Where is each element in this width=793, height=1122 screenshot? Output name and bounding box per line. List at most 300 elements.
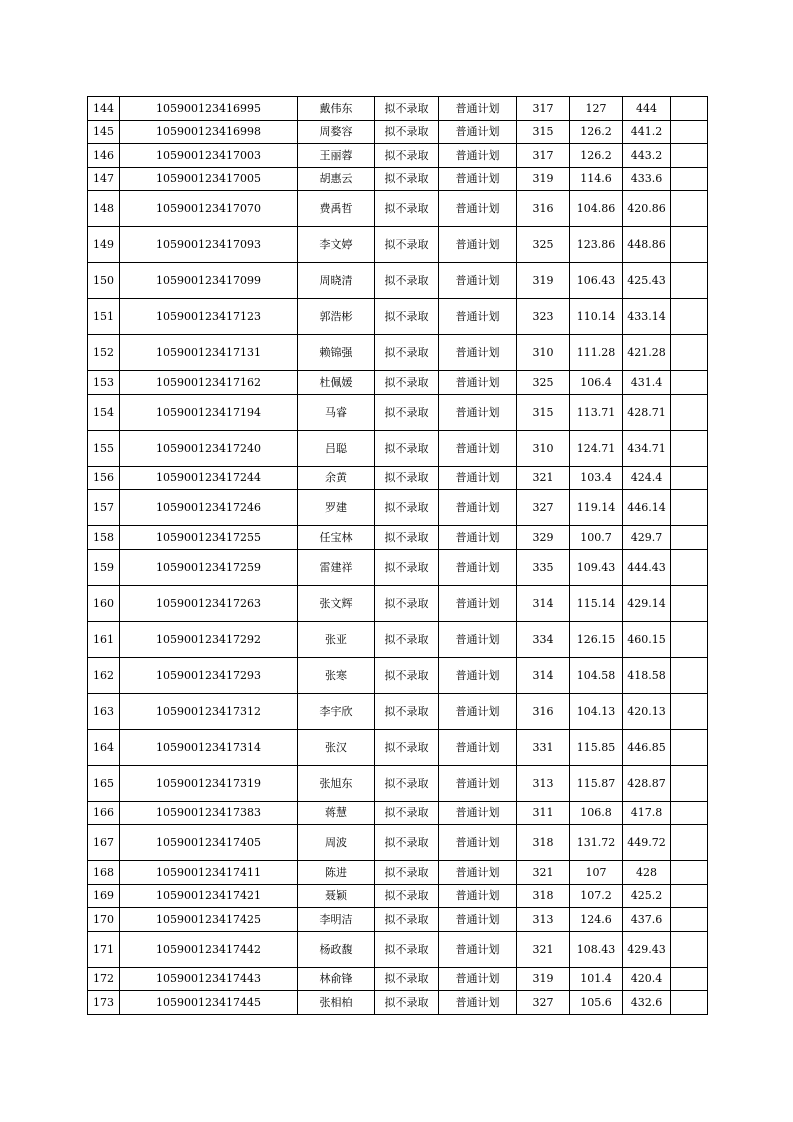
candidate-name-cell: 吕聪 <box>298 430 375 466</box>
table-row <box>88 191 708 227</box>
plan-type-cell: 普通计划 <box>439 144 517 168</box>
admission-status-cell: 拟不录取 <box>375 765 439 801</box>
admission-status-cell: 拟不录取 <box>375 657 439 693</box>
preliminary-score-cell: 316 <box>517 693 570 729</box>
candidate-name-cell: 林俞锋 <box>298 967 375 991</box>
table-row <box>88 394 708 430</box>
retest-score-cell: 111.28 <box>570 335 623 371</box>
preliminary-score-cell: 313 <box>517 765 570 801</box>
preliminary-score-cell: 315 <box>517 120 570 144</box>
preliminary-score-cell: 335 <box>517 549 570 585</box>
retest-score-cell: 119.14 <box>570 490 623 526</box>
candidate-name-cell: 周波 <box>298 825 375 861</box>
preliminary-score-cell: 329 <box>517 526 570 550</box>
candidate-name-cell: 张亚 <box>298 621 375 657</box>
preliminary-score-cell: 327 <box>517 490 570 526</box>
plan-type-cell: 普通计划 <box>439 394 517 430</box>
plan-type-cell: 普通计划 <box>439 693 517 729</box>
total-score-cell: 417.8 <box>623 801 671 825</box>
retest-score-cell: 104.86 <box>570 191 623 227</box>
plan-type-cell: 普通计划 <box>439 657 517 693</box>
plan-type-cell: 普通计划 <box>439 585 517 621</box>
total-score-cell: 446.85 <box>623 729 671 765</box>
table-row <box>88 765 708 801</box>
table-row <box>88 861 708 885</box>
retest-score-cell: 108.43 <box>570 931 623 967</box>
plan-type-cell: 普通计划 <box>439 621 517 657</box>
table-row <box>88 801 708 825</box>
candidate-name-cell: 张寒 <box>298 657 375 693</box>
retest-score-cell: 106.43 <box>570 263 623 299</box>
table-row <box>88 144 708 168</box>
total-score-cell: 424.4 <box>623 466 671 490</box>
remark-cell <box>671 931 708 967</box>
retest-score-cell: 115.87 <box>570 765 623 801</box>
exam-id-cell: 105900123417312 <box>120 693 298 729</box>
preliminary-score-cell: 325 <box>517 227 570 263</box>
remark-cell <box>671 621 708 657</box>
admission-status-cell: 拟不录取 <box>375 371 439 395</box>
candidate-name-cell: 费禹哲 <box>298 191 375 227</box>
candidate-name-cell: 马睿 <box>298 394 375 430</box>
table-row <box>88 371 708 395</box>
plan-type-cell: 普通计划 <box>439 299 517 335</box>
preliminary-score-cell: 317 <box>517 144 570 168</box>
preliminary-score-cell: 319 <box>517 167 570 191</box>
table-row <box>88 227 708 263</box>
candidate-name-cell: 周婺容 <box>298 120 375 144</box>
admission-status-cell: 拟不录取 <box>375 801 439 825</box>
candidate-name-cell: 张汉 <box>298 729 375 765</box>
candidate-name-cell: 任宝林 <box>298 526 375 550</box>
plan-type-cell: 普通计划 <box>439 371 517 395</box>
row-number-cell: 158 <box>88 526 120 550</box>
retest-score-cell: 105.6 <box>570 991 623 1015</box>
total-score-cell: 418.58 <box>623 657 671 693</box>
row-number-cell: 145 <box>88 120 120 144</box>
table-row <box>88 263 708 299</box>
row-number-cell: 159 <box>88 549 120 585</box>
preliminary-score-cell: 319 <box>517 967 570 991</box>
admission-status-cell: 拟不录取 <box>375 991 439 1015</box>
remark-cell <box>671 729 708 765</box>
total-score-cell: 429.43 <box>623 931 671 967</box>
plan-type-cell: 普通计划 <box>439 97 517 121</box>
exam-id-cell: 105900123417005 <box>120 167 298 191</box>
row-number-cell: 144 <box>88 97 120 121</box>
row-number-cell: 170 <box>88 908 120 932</box>
exam-id-cell: 105900123417314 <box>120 729 298 765</box>
remark-cell <box>671 335 708 371</box>
plan-type-cell: 普通计划 <box>439 335 517 371</box>
total-score-cell: 431.4 <box>623 371 671 395</box>
retest-score-cell: 104.13 <box>570 693 623 729</box>
remark-cell <box>671 657 708 693</box>
table-row <box>88 466 708 490</box>
preliminary-score-cell: 318 <box>517 884 570 908</box>
remark-cell <box>671 693 708 729</box>
preliminary-score-cell: 311 <box>517 801 570 825</box>
remark-cell <box>671 394 708 430</box>
table-row <box>88 967 708 991</box>
table-row <box>88 991 708 1015</box>
preliminary-score-cell: 331 <box>517 729 570 765</box>
total-score-cell: 443.2 <box>623 144 671 168</box>
table-row <box>88 585 708 621</box>
admission-status-cell: 拟不录取 <box>375 526 439 550</box>
table-row <box>88 167 708 191</box>
retest-score-cell: 126.2 <box>570 144 623 168</box>
total-score-cell: 433.6 <box>623 167 671 191</box>
total-score-cell: 432.6 <box>623 991 671 1015</box>
retest-score-cell: 106.8 <box>570 801 623 825</box>
candidate-name-cell: 雷建祥 <box>298 549 375 585</box>
retest-score-cell: 131.72 <box>570 825 623 861</box>
total-score-cell: 421.28 <box>623 335 671 371</box>
preliminary-score-cell: 317 <box>517 97 570 121</box>
total-score-cell: 420.4 <box>623 967 671 991</box>
preliminary-score-cell: 327 <box>517 991 570 1015</box>
remark-cell <box>671 167 708 191</box>
admission-status-cell: 拟不录取 <box>375 394 439 430</box>
admission-status-cell: 拟不录取 <box>375 490 439 526</box>
row-number-cell: 173 <box>88 991 120 1015</box>
total-score-cell: 444.43 <box>623 549 671 585</box>
table-row <box>88 825 708 861</box>
retest-score-cell: 115.85 <box>570 729 623 765</box>
candidate-name-cell: 郭浩彬 <box>298 299 375 335</box>
row-number-cell: 167 <box>88 825 120 861</box>
table-row <box>88 931 708 967</box>
row-number-cell: 160 <box>88 585 120 621</box>
candidate-name-cell: 李宇欣 <box>298 693 375 729</box>
total-score-cell: 420.86 <box>623 191 671 227</box>
row-number-cell: 152 <box>88 335 120 371</box>
total-score-cell: 429.14 <box>623 585 671 621</box>
row-number-cell: 148 <box>88 191 120 227</box>
plan-type-cell: 普通计划 <box>439 991 517 1015</box>
row-number-cell: 172 <box>88 967 120 991</box>
exam-id-cell: 105900123417383 <box>120 801 298 825</box>
retest-score-cell: 124.71 <box>570 430 623 466</box>
plan-type-cell: 普通计划 <box>439 765 517 801</box>
exam-id-cell: 105900123417070 <box>120 191 298 227</box>
retest-score-cell: 101.4 <box>570 967 623 991</box>
preliminary-score-cell: 321 <box>517 466 570 490</box>
candidate-name-cell: 戴伟东 <box>298 97 375 121</box>
remark-cell <box>671 825 708 861</box>
plan-type-cell: 普通计划 <box>439 549 517 585</box>
retest-score-cell: 126.15 <box>570 621 623 657</box>
admission-status-cell: 拟不录取 <box>375 729 439 765</box>
candidate-name-cell: 赖锦强 <box>298 335 375 371</box>
admission-status-cell: 拟不录取 <box>375 967 439 991</box>
total-score-cell: 446.14 <box>623 490 671 526</box>
candidate-name-cell: 聂颖 <box>298 884 375 908</box>
table-row <box>88 908 708 932</box>
exam-id-cell: 105900123417292 <box>120 621 298 657</box>
row-number-cell: 169 <box>88 884 120 908</box>
total-score-cell: 449.72 <box>623 825 671 861</box>
plan-type-cell: 普通计划 <box>439 801 517 825</box>
retest-score-cell: 126.2 <box>570 120 623 144</box>
admission-status-cell: 拟不录取 <box>375 335 439 371</box>
remark-cell <box>671 371 708 395</box>
retest-score-cell: 113.71 <box>570 394 623 430</box>
total-score-cell: 460.15 <box>623 621 671 657</box>
remark-cell <box>671 991 708 1015</box>
row-number-cell: 151 <box>88 299 120 335</box>
admission-status-cell: 拟不录取 <box>375 585 439 621</box>
plan-type-cell: 普通计划 <box>439 263 517 299</box>
row-number-cell: 150 <box>88 263 120 299</box>
exam-id-cell: 105900123417123 <box>120 299 298 335</box>
exam-id-cell: 105900123417445 <box>120 991 298 1015</box>
candidate-name-cell: 余黄 <box>298 466 375 490</box>
table-row <box>88 490 708 526</box>
total-score-cell: 428 <box>623 861 671 885</box>
table-row <box>88 729 708 765</box>
exam-id-cell: 105900123417319 <box>120 765 298 801</box>
preliminary-score-cell: 321 <box>517 861 570 885</box>
retest-score-cell: 123.86 <box>570 227 623 263</box>
plan-type-cell: 普通计划 <box>439 167 517 191</box>
retest-score-cell: 110.14 <box>570 299 623 335</box>
plan-type-cell: 普通计划 <box>439 191 517 227</box>
retest-score-cell: 115.14 <box>570 585 623 621</box>
total-score-cell: 425.43 <box>623 263 671 299</box>
exam-id-cell: 105900123417443 <box>120 967 298 991</box>
total-score-cell: 429.7 <box>623 526 671 550</box>
results-table <box>87 96 708 1015</box>
admission-status-cell: 拟不录取 <box>375 549 439 585</box>
admission-status-cell: 拟不录取 <box>375 884 439 908</box>
plan-type-cell: 普通计划 <box>439 825 517 861</box>
exam-id-cell: 105900123417162 <box>120 371 298 395</box>
candidate-name-cell: 张旭东 <box>298 765 375 801</box>
admission-status-cell: 拟不录取 <box>375 825 439 861</box>
admission-status-cell: 拟不录取 <box>375 97 439 121</box>
table-row <box>88 335 708 371</box>
row-number-cell: 156 <box>88 466 120 490</box>
candidate-name-cell: 罗建 <box>298 490 375 526</box>
plan-type-cell: 普通计划 <box>439 908 517 932</box>
plan-type-cell: 普通计划 <box>439 729 517 765</box>
row-number-cell: 164 <box>88 729 120 765</box>
row-number-cell: 161 <box>88 621 120 657</box>
retest-score-cell: 107.2 <box>570 884 623 908</box>
exam-id-cell: 105900123416998 <box>120 120 298 144</box>
plan-type-cell: 普通计划 <box>439 931 517 967</box>
preliminary-score-cell: 334 <box>517 621 570 657</box>
candidate-name-cell: 蒋慧 <box>298 801 375 825</box>
preliminary-score-cell: 316 <box>517 191 570 227</box>
exam-id-cell: 105900123417425 <box>120 908 298 932</box>
table-row <box>88 526 708 550</box>
exam-id-cell: 105900123416995 <box>120 97 298 121</box>
table-row <box>88 621 708 657</box>
row-number-cell: 171 <box>88 931 120 967</box>
retest-score-cell: 127 <box>570 97 623 121</box>
row-number-cell: 162 <box>88 657 120 693</box>
retest-score-cell: 124.6 <box>570 908 623 932</box>
candidate-name-cell: 张相柏 <box>298 991 375 1015</box>
preliminary-score-cell: 319 <box>517 263 570 299</box>
exam-id-cell: 105900123417421 <box>120 884 298 908</box>
table-row <box>88 120 708 144</box>
table-row <box>88 549 708 585</box>
row-number-cell: 153 <box>88 371 120 395</box>
admission-status-cell: 拟不录取 <box>375 167 439 191</box>
total-score-cell: 425.2 <box>623 884 671 908</box>
remark-cell <box>671 908 708 932</box>
admission-status-cell: 拟不录取 <box>375 227 439 263</box>
total-score-cell: 428.87 <box>623 765 671 801</box>
row-number-cell: 163 <box>88 693 120 729</box>
preliminary-score-cell: 313 <box>517 908 570 932</box>
candidate-name-cell: 张文辉 <box>298 585 375 621</box>
preliminary-score-cell: 310 <box>517 335 570 371</box>
total-score-cell: 448.86 <box>623 227 671 263</box>
remark-cell <box>671 765 708 801</box>
plan-type-cell: 普通计划 <box>439 861 517 885</box>
exam-id-cell: 105900123417411 <box>120 861 298 885</box>
remark-cell <box>671 299 708 335</box>
table-row <box>88 430 708 466</box>
table-row <box>88 884 708 908</box>
plan-type-cell: 普通计划 <box>439 120 517 144</box>
admission-status-cell: 拟不录取 <box>375 430 439 466</box>
preliminary-score-cell: 314 <box>517 585 570 621</box>
admission-status-cell: 拟不录取 <box>375 931 439 967</box>
exam-id-cell: 105900123417093 <box>120 227 298 263</box>
candidate-name-cell: 李明洁 <box>298 908 375 932</box>
exam-id-cell: 105900123417255 <box>120 526 298 550</box>
retest-score-cell: 107 <box>570 861 623 885</box>
candidate-name-cell: 杨政馥 <box>298 931 375 967</box>
remark-cell <box>671 585 708 621</box>
row-number-cell: 157 <box>88 490 120 526</box>
admission-status-cell: 拟不录取 <box>375 621 439 657</box>
table-row <box>88 299 708 335</box>
plan-type-cell: 普通计划 <box>439 466 517 490</box>
remark-cell <box>671 97 708 121</box>
retest-score-cell: 114.6 <box>570 167 623 191</box>
remark-cell <box>671 526 708 550</box>
candidate-name-cell: 胡惠云 <box>298 167 375 191</box>
table-body <box>88 97 708 1015</box>
table-row <box>88 657 708 693</box>
remark-cell <box>671 549 708 585</box>
table-row <box>88 693 708 729</box>
preliminary-score-cell: 318 <box>517 825 570 861</box>
row-number-cell: 166 <box>88 801 120 825</box>
row-number-cell: 149 <box>88 227 120 263</box>
candidate-name-cell: 王丽蓉 <box>298 144 375 168</box>
admission-status-cell: 拟不录取 <box>375 908 439 932</box>
plan-type-cell: 普通计划 <box>439 967 517 991</box>
row-number-cell: 155 <box>88 430 120 466</box>
candidate-name-cell: 陈进 <box>298 861 375 885</box>
retest-score-cell: 100.7 <box>570 526 623 550</box>
exam-id-cell: 105900123417131 <box>120 335 298 371</box>
total-score-cell: 444 <box>623 97 671 121</box>
total-score-cell: 434.71 <box>623 430 671 466</box>
preliminary-score-cell: 310 <box>517 430 570 466</box>
admission-status-cell: 拟不录取 <box>375 299 439 335</box>
exam-id-cell: 105900123417240 <box>120 430 298 466</box>
row-number-cell: 165 <box>88 765 120 801</box>
exam-id-cell: 105900123417246 <box>120 490 298 526</box>
admission-status-cell: 拟不录取 <box>375 693 439 729</box>
row-number-cell: 146 <box>88 144 120 168</box>
remark-cell <box>671 120 708 144</box>
plan-type-cell: 普通计划 <box>439 490 517 526</box>
retest-score-cell: 106.4 <box>570 371 623 395</box>
candidate-name-cell: 周晓清 <box>298 263 375 299</box>
remark-cell <box>671 144 708 168</box>
exam-id-cell: 105900123417259 <box>120 549 298 585</box>
remark-cell <box>671 490 708 526</box>
remark-cell <box>671 967 708 991</box>
preliminary-score-cell: 321 <box>517 931 570 967</box>
preliminary-score-cell: 325 <box>517 371 570 395</box>
total-score-cell: 428.71 <box>623 394 671 430</box>
total-score-cell: 437.6 <box>623 908 671 932</box>
row-number-cell: 147 <box>88 167 120 191</box>
exam-id-cell: 105900123417442 <box>120 931 298 967</box>
remark-cell <box>671 801 708 825</box>
row-number-cell: 168 <box>88 861 120 885</box>
remark-cell <box>671 861 708 885</box>
preliminary-score-cell: 314 <box>517 657 570 693</box>
remark-cell <box>671 884 708 908</box>
admission-status-cell: 拟不录取 <box>375 861 439 885</box>
admission-status-cell: 拟不录取 <box>375 120 439 144</box>
exam-id-cell: 105900123417244 <box>120 466 298 490</box>
retest-score-cell: 109.43 <box>570 549 623 585</box>
admission-status-cell: 拟不录取 <box>375 466 439 490</box>
admission-status-cell: 拟不录取 <box>375 144 439 168</box>
table-row <box>88 97 708 121</box>
exam-id-cell: 105900123417194 <box>120 394 298 430</box>
retest-score-cell: 103.4 <box>570 466 623 490</box>
exam-id-cell: 105900123417263 <box>120 585 298 621</box>
remark-cell <box>671 263 708 299</box>
admission-status-cell: 拟不录取 <box>375 263 439 299</box>
exam-id-cell: 105900123417293 <box>120 657 298 693</box>
plan-type-cell: 普通计划 <box>439 430 517 466</box>
remark-cell <box>671 466 708 490</box>
remark-cell <box>671 227 708 263</box>
candidate-name-cell: 李文婷 <box>298 227 375 263</box>
plan-type-cell: 普通计划 <box>439 526 517 550</box>
remark-cell <box>671 191 708 227</box>
preliminary-score-cell: 315 <box>517 394 570 430</box>
admission-status-cell: 拟不录取 <box>375 191 439 227</box>
plan-type-cell: 普通计划 <box>439 884 517 908</box>
exam-id-cell: 105900123417405 <box>120 825 298 861</box>
exam-id-cell: 105900123417003 <box>120 144 298 168</box>
row-number-cell: 154 <box>88 394 120 430</box>
remark-cell <box>671 430 708 466</box>
exam-id-cell: 105900123417099 <box>120 263 298 299</box>
total-score-cell: 441.2 <box>623 120 671 144</box>
retest-score-cell: 104.58 <box>570 657 623 693</box>
candidate-name-cell: 杜佩媛 <box>298 371 375 395</box>
plan-type-cell: 普通计划 <box>439 227 517 263</box>
preliminary-score-cell: 323 <box>517 299 570 335</box>
